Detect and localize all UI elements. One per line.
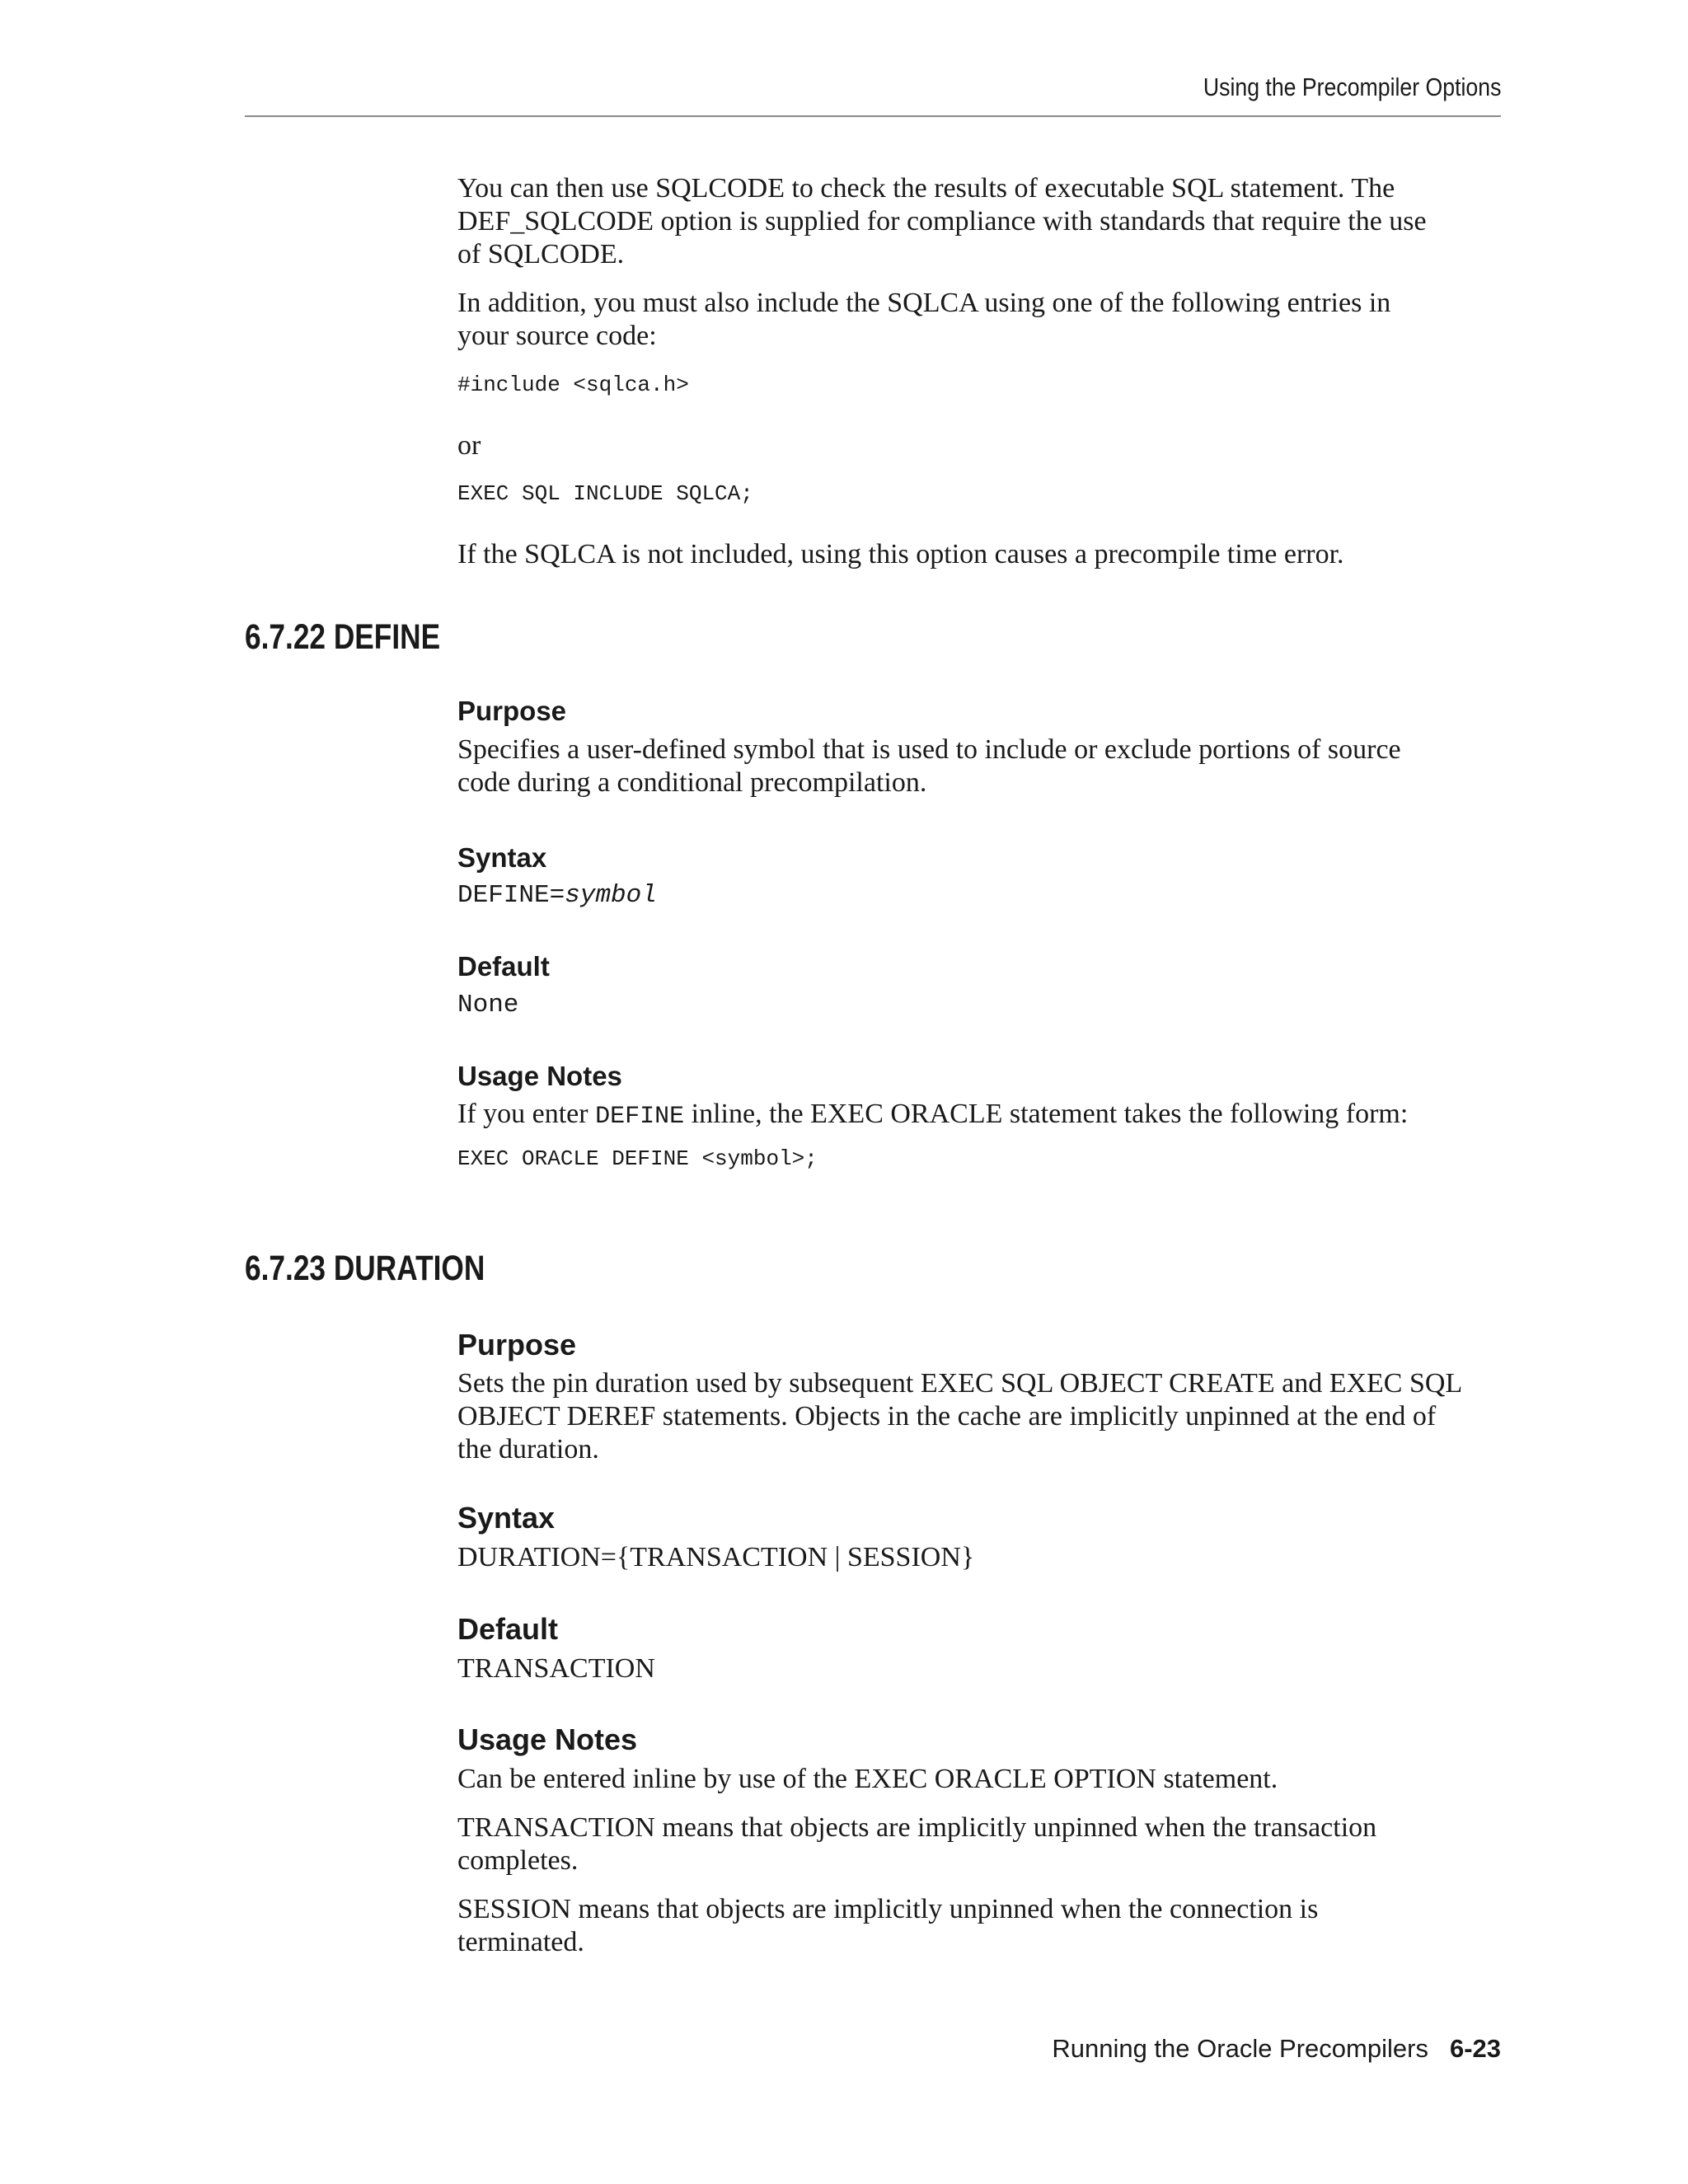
define-syntax-prefix: DEFINE= <box>457 881 565 910</box>
intro-paragraph-2 <box>457 287 1504 353</box>
intro-p1-line3: of SQLCODE. <box>457 239 625 269</box>
duration-usage-2 <box>457 1811 1504 1877</box>
duration-usage-1: Can be entered inline by use of the EXEC ORACLE OPTION statement. <box>457 1764 1278 1794</box>
duration-purpose-line2: OBJECT DEREF statements. Objects in the cache are implicitly unpinned at the end of <box>457 1401 1437 1432</box>
define-usage-code: DEFINE <box>595 1103 685 1131</box>
define-usage-post: inline, the EXEC ORACLE statement takes the following form: <box>684 1099 1409 1129</box>
intro-paragraph-3: If the SQLCA is not included, using this option causes a precompile time error. <box>457 539 1344 569</box>
duration-syntax-heading: Syntax <box>457 1501 556 1535</box>
define-usage-heading: Usage Notes <box>457 1061 622 1091</box>
define-purpose-line2: code during a conditional precompilation. <box>457 767 927 798</box>
define-default-value: None <box>457 991 519 1019</box>
duration-purpose-heading: Purpose <box>457 1328 577 1361</box>
duration-usage-3 <box>457 1893 1504 1959</box>
duration-usage-2-line1: TRANSACTION means that objects are implicitly unpinned when the transaction <box>457 1812 1377 1843</box>
define-usage-text <box>457 1098 1504 1133</box>
duration-usage-3-line1: SESSION means that objects are implicitly unpinned when the connection is <box>457 1894 1319 1924</box>
section-title-define: 6.7.22 DEFINE <box>245 617 441 657</box>
intro-p2-line1: In addition, you must also include the SQLCA using one of the following entries in <box>457 288 1391 318</box>
duration-default-heading: Default <box>457 1612 559 1646</box>
footer-book-title: Running the Oracle Precompilers <box>1052 2034 1428 2063</box>
define-usage-example: EXEC ORACLE DEFINE <symbol>; <box>457 1146 818 1171</box>
define-default-heading: Default <box>457 951 550 982</box>
page-header <box>245 73 1501 117</box>
duration-usage-2-line2: completes. <box>457 1845 579 1876</box>
duration-purpose-line3: the duration. <box>457 1434 599 1465</box>
footer-page-number: 6-23 <box>1449 2034 1501 2063</box>
define-syntax-value <box>457 879 657 912</box>
define-purpose-text <box>457 733 1504 799</box>
duration-usage-heading: Usage Notes <box>457 1722 638 1756</box>
duration-syntax-value: DURATION={TRANSACTION | SESSION} <box>457 1542 975 1572</box>
running-head: Using the Precompiler Options <box>1203 73 1501 101</box>
code-exec-sql-include: EXEC SQL INCLUDE SQLCA; <box>457 481 753 506</box>
define-purpose-heading: Purpose <box>457 696 567 726</box>
duration-default-value: TRANSACTION <box>457 1653 655 1684</box>
section-title-duration: 6.7.23 DURATION <box>245 1249 485 1288</box>
intro-paragraph-1 <box>457 172 1504 271</box>
intro-p2-line2: your source code: <box>457 321 657 351</box>
duration-usage-3-line2: terminated. <box>457 1927 584 1957</box>
code-include-sqlca-h: #include <sqlca.h> <box>457 373 689 397</box>
define-syntax-variable: symbol <box>565 881 657 910</box>
or-text: or <box>457 430 481 461</box>
duration-purpose-text <box>457 1367 1504 1466</box>
define-purpose-line1: Specifies a user-defined symbol that is used to include or exclude portions of source <box>457 734 1401 765</box>
page-footer <box>1052 2034 1501 2064</box>
define-usage-pre: If you enter <box>457 1099 596 1129</box>
intro-p1-line2: DEF_SQLCODE option is supplied for compliance with standards that require the use <box>457 206 1427 237</box>
define-syntax-heading: Syntax <box>457 842 547 873</box>
duration-purpose-line1: Sets the pin duration used by subsequent EXEC SQL OBJECT CREATE and EXEC SQL <box>457 1368 1463 1399</box>
intro-p1-line1: You can then use SQLCODE to check the results of executable SQL statement. The <box>457 173 1395 204</box>
